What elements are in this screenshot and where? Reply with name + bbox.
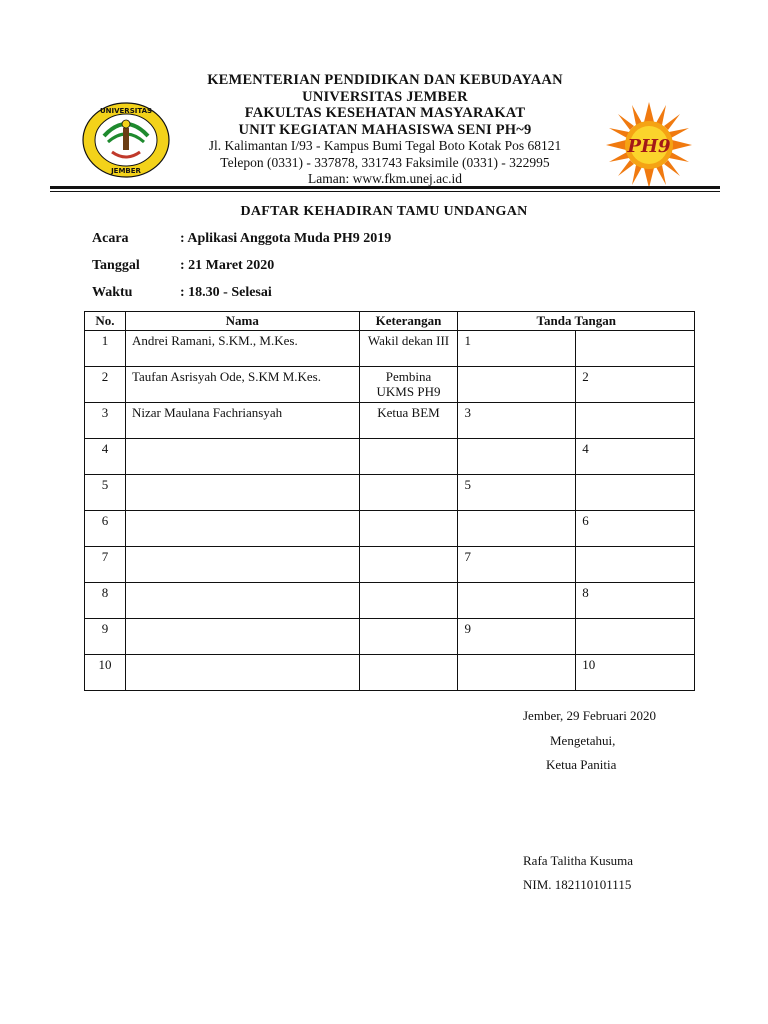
row-nama: Nizar Maulana Fachriansyah xyxy=(125,403,359,439)
table-row xyxy=(85,619,695,655)
row-keterangan xyxy=(359,655,458,691)
row-signature-left[interactable] xyxy=(458,439,576,475)
row-number: 5 xyxy=(85,475,126,511)
logo-text-top: UNIVERSITAS xyxy=(99,107,153,115)
row-signature-left[interactable]: 3 xyxy=(458,403,576,439)
row-number: 4 xyxy=(85,439,126,475)
role-label: Ketua Panitia xyxy=(546,757,617,772)
row-number: 6 xyxy=(85,511,126,547)
header-nama: Nama xyxy=(125,312,359,331)
info-label-tanggal: Tanggal xyxy=(92,258,140,273)
info-value-waktu: : 18.30 - Selesai xyxy=(180,285,272,300)
row-signature-left[interactable]: 9 xyxy=(458,619,576,655)
row-signature-right[interactable]: 4 xyxy=(576,439,695,475)
letterhead-divider xyxy=(50,186,720,189)
info-label-waktu: Waktu xyxy=(92,285,133,300)
row-number: 8 xyxy=(85,583,126,619)
row-number: 3 xyxy=(85,403,126,439)
letterhead-unit: UNIT KEGIATAN MAHASISWA SENI PH~9 xyxy=(238,121,532,138)
table-row xyxy=(85,655,695,691)
attendance-table xyxy=(84,311,695,691)
row-keterangan xyxy=(359,583,458,619)
row-signature-left[interactable]: 1 xyxy=(458,331,576,367)
info-label-acara: Acara xyxy=(92,231,129,246)
row-signature-right[interactable]: 2 xyxy=(576,367,695,403)
row-signature-left[interactable] xyxy=(458,583,576,619)
row-signature-right[interactable]: 8 xyxy=(576,583,695,619)
row-keterangan xyxy=(359,439,458,475)
signer-nim: NIM. 182110101115 xyxy=(523,877,632,892)
row-keterangan: Pembina UKMS PH9 xyxy=(359,367,458,403)
row-keterangan: Ketua BEM xyxy=(359,403,458,439)
info-value-tanggal: : 21 Maret 2020 xyxy=(180,258,275,273)
row-keterangan xyxy=(359,511,458,547)
row-signature-right[interactable] xyxy=(576,403,695,439)
row-signature-left[interactable] xyxy=(458,511,576,547)
header-tanda-tangan: Tanda Tangan xyxy=(458,312,695,331)
row-nama xyxy=(125,619,359,655)
header-keterangan: Keterangan xyxy=(359,312,458,331)
row-signature-right[interactable] xyxy=(576,619,695,655)
place-date: Jember, 29 Februari 2020 xyxy=(523,708,657,723)
row-signature-right[interactable] xyxy=(576,475,695,511)
ph9-sun-logo xyxy=(604,100,694,190)
acknowledged-label: Mengetahui, xyxy=(550,733,616,748)
table-header-row xyxy=(85,312,695,331)
table-row xyxy=(85,583,695,619)
row-nama: Andrei Ramani, S.KM., M.Kes. xyxy=(125,331,359,367)
document-title: DAFTAR KEHADIRAN TAMU UNDANGAN xyxy=(240,204,528,219)
letterhead-phone: Telepon (0331) - 337878, 331743 Faksimile (0331) - 322995 xyxy=(220,154,550,170)
row-number: 9 xyxy=(85,619,126,655)
row-keterangan xyxy=(359,547,458,583)
row-signature-left[interactable] xyxy=(458,367,576,403)
row-signature-left[interactable]: 7 xyxy=(458,547,576,583)
letterhead-faculty: FAKULTAS KESEHATAN MASYARAKAT xyxy=(244,105,526,121)
row-signature-left[interactable] xyxy=(458,655,576,691)
row-number: 1 xyxy=(85,331,126,367)
table-row xyxy=(85,439,695,475)
table-row xyxy=(85,547,695,583)
letterhead-ministry: KEMENTERIAN PENDIDIKAN DAN KEBUDAYAAN xyxy=(207,72,563,88)
row-nama xyxy=(125,475,359,511)
row-signature-right[interactable]: 10 xyxy=(576,655,695,691)
table-row xyxy=(85,403,695,439)
table-row xyxy=(85,475,695,511)
university-jember-logo xyxy=(82,102,170,178)
row-nama xyxy=(125,655,359,691)
info-value-acara: : Aplikasi Anggota Muda PH9 2019 xyxy=(180,231,392,246)
row-nama xyxy=(125,511,359,547)
row-keterangan xyxy=(359,475,458,511)
letterhead-university: UNIVERSITAS JEMBER xyxy=(302,88,468,105)
attendance-rows xyxy=(85,331,695,691)
row-nama xyxy=(125,439,359,475)
row-signature-right[interactable] xyxy=(576,331,695,367)
row-nama: Taufan Asrisyah Ode, S.KM M.Kes. xyxy=(125,367,359,403)
header-no: No. xyxy=(85,312,126,331)
letterhead xyxy=(180,72,590,188)
table-row xyxy=(85,511,695,547)
row-signature-left[interactable]: 5 xyxy=(458,475,576,511)
row-nama xyxy=(125,583,359,619)
row-signature-right[interactable] xyxy=(576,547,695,583)
letterhead-divider-thin xyxy=(50,191,720,192)
letterhead-website: Laman: www.fkm.unej.ac.id xyxy=(308,171,462,186)
table-row xyxy=(85,367,695,403)
signer-name: Rafa Talitha Kusuma xyxy=(523,853,634,868)
logo-text-bottom: JEMBER xyxy=(111,167,141,175)
ph9-logo-text: PH9 xyxy=(627,136,671,157)
letterhead-address: Jl. Kalimantan I/93 - Kampus Bumi Tegal Boto Kotak Pos 68121 xyxy=(208,138,562,153)
row-number: 2 xyxy=(85,367,126,403)
table-row xyxy=(85,331,695,367)
row-number: 10 xyxy=(85,655,126,691)
row-keterangan: Wakil dekan III xyxy=(359,331,458,367)
row-signature-right[interactable]: 6 xyxy=(576,511,695,547)
row-nama xyxy=(125,547,359,583)
row-number: 7 xyxy=(85,547,126,583)
row-keterangan xyxy=(359,619,458,655)
